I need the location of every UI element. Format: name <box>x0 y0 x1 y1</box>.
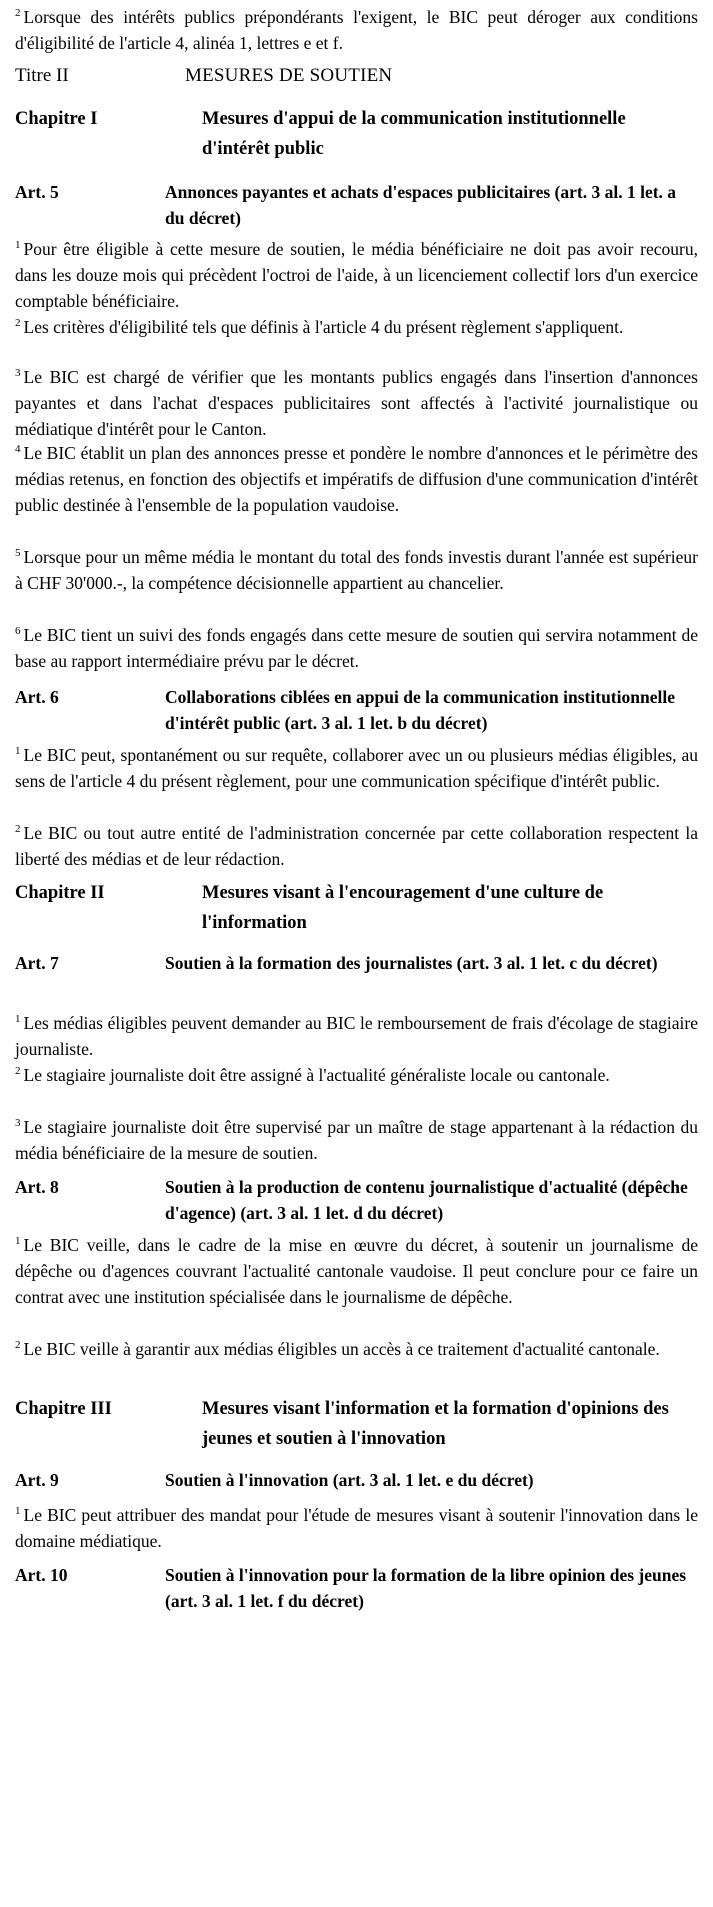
alinea-number: 1 <box>15 1505 21 1517</box>
alinea-number: 1 <box>15 1013 21 1025</box>
article-5-paragraph-2 <box>15 314 698 340</box>
alinea-number: 2 <box>15 7 21 19</box>
alinea-number: 1 <box>15 1235 21 1247</box>
alinea-number: 2 <box>15 1339 21 1351</box>
paragraph-text: Le BIC peut attribuer des mandat pour l'étude de mesures visant à soutenir l'innovation dans le domaine médiatique. <box>15 1505 698 1551</box>
article-title: Soutien à la formation des journalistes (art. 3 al. 1 let. c du décret) <box>165 953 658 973</box>
article-title: Soutien à la production de contenu journalistique d'actualité (dépêche d'agence) (art. 3 al. 1 let. d du décret) <box>165 1177 688 1223</box>
article-9-paragraph-1 <box>15 1502 698 1554</box>
article-6-heading <box>15 684 698 736</box>
titre-label: Titre II <box>15 65 69 86</box>
chapitre-label: Chapitre I <box>15 109 98 129</box>
paragraph-text: Le BIC est chargé de vérifier que les montants publics engagés dans l'insertion d'annonces payantes et dans l'achat d'espaces publicitaires sont affectés à l'activité journalistique ou médiatique d'intérêt pour le Canton. <box>15 367 698 439</box>
article-title: Annonces payantes et achats d'espaces publicitaires (art. 3 al. 1 let. a du décret) <box>165 182 677 228</box>
article-7-paragraph-3 <box>15 1114 698 1166</box>
paragraph-text: Les médias éligibles peuvent demander au BIC le remboursement de frais d'écolage de stagiaire journaliste. <box>15 1013 698 1059</box>
article-label: Art. 10 <box>15 1565 68 1585</box>
article-6-paragraph-2 <box>15 820 698 872</box>
chapitre-title: Mesures visant l'information et la formation d'opinions des jeunes et soutien à l'innovation <box>202 1399 669 1449</box>
paragraph-text: Pour être éligible à cette mesure de soutien, le média bénéficiaire ne doit pas avoir recouru, dans les douze mois qui précèdent l'octroi de l'aide, à un licenciement collectif lors d'un exercice comptable bénéficiaire. <box>15 239 698 311</box>
article-6-paragraph-1 <box>15 742 698 794</box>
article-8-paragraph-1 <box>15 1232 698 1310</box>
article-9-heading <box>15 1467 698 1493</box>
article-5-paragraph-1 <box>15 236 698 314</box>
alinea-number: 1 <box>15 239 21 251</box>
article-7-heading <box>15 950 698 976</box>
alinea-number: 3 <box>15 1117 21 1129</box>
chapitre-1-heading <box>15 104 698 164</box>
paragraph-text: Lorsque pour un même média le montant du total des fonds investis durant l'année est supérieur à CHF 30'000.-, la compétence décisionnelle appartient au chancelier. <box>15 547 698 593</box>
paragraph-text: Le BIC peut, spontanément ou sur requête, collaborer avec un ou plusieurs médias éligibles, au sens de l'article 4 du présent règlement, pour une communication spécifique d'intérêt public. <box>15 745 698 791</box>
chapitre-title: Mesures visant à l'encouragement d'une culture de l'information <box>202 883 604 933</box>
chapitre-2-heading <box>15 878 698 938</box>
alinea-number: 2 <box>15 1065 21 1077</box>
article-8-heading <box>15 1174 698 1226</box>
article-title: Soutien à l'innovation pour la formation de la libre opinion des jeunes (art. 3 al. 1 let. f du décret) <box>165 1565 687 1611</box>
paragraph-text: Le BIC établit un plan des annonces presse et pondère le nombre d'annonces et le périmètre des médias retenus, en fonction des objectifs et impératifs de diffusion d'une communication d'intérêt public destinée à l'ensemble de la population vaudoise. <box>15 443 698 515</box>
article-7-paragraph-2 <box>15 1062 698 1088</box>
article-5-paragraph-6 <box>15 622 698 674</box>
alinea-number: 4 <box>15 443 21 455</box>
chapitre-label: Chapitre III <box>15 1399 112 1419</box>
alinea-number: 2 <box>15 317 21 329</box>
chapitre-3-heading <box>15 1394 698 1454</box>
article-title: Collaborations ciblées en appui de la communication institutionnelle d'intérêt public (art. 3 al. 1 let. b du décret) <box>165 687 675 733</box>
article-5-paragraph-4 <box>15 440 698 518</box>
article-10-heading <box>15 1562 698 1614</box>
article-title: Soutien à l'innovation (art. 3 al. 1 let. e du décret) <box>165 1470 534 1490</box>
article-5-paragraph-3 <box>15 364 698 442</box>
article-label: Art. 6 <box>15 687 59 707</box>
article-label: Art. 5 <box>15 182 59 202</box>
alinea-number: 5 <box>15 547 21 559</box>
paragraph-text: Le BIC veille, dans le cadre de la mise en œuvre du décret, à soutenir un journalisme de dépêche ou d'agences couvrant l'actualité cantonale vaudoise. Il peut conclure pour ce faire un contrat avec une institution spécialisée dans le journalisme de dépêche. <box>15 1235 698 1307</box>
alinea-number: 2 <box>15 823 21 835</box>
article-5-paragraph-5 <box>15 544 698 596</box>
article-7-paragraph-1 <box>15 1010 698 1062</box>
chapitre-label: Chapitre II <box>15 883 105 903</box>
paragraph-text: Les critères d'éligibilité tels que définis à l'article 4 du présent règlement s'appliquent. <box>23 317 624 337</box>
alinea-number: 6 <box>15 625 21 637</box>
article-8-paragraph-2 <box>15 1336 698 1362</box>
chapitre-title: Mesures d'appui de la communication institutionnelle d'intérêt public <box>202 109 626 159</box>
paragraph-text: Le BIC tient un suivi des fonds engagés dans cette mesure de soutien qui servira notamment de base au rapport intermédiaire prévu par le décret. <box>15 625 698 671</box>
alinea-number: 3 <box>15 367 21 379</box>
article-label: Art. 8 <box>15 1177 59 1197</box>
article-label: Art. 7 <box>15 953 59 973</box>
paragraph-text: Le stagiaire journaliste doit être supervisé par un maître de stage appartenant à la rédaction du média bénéficiaire de la mesure de soutien. <box>15 1117 698 1163</box>
paragraph-text: Le stagiaire journaliste doit être assigné à l'actualité généraliste locale ou cantonale. <box>23 1065 610 1085</box>
alinea-number: 1 <box>15 745 21 757</box>
titre-text: MESURES DE SOUTIEN <box>185 65 393 86</box>
intro-paragraph <box>15 4 698 56</box>
article-5-heading <box>15 179 698 231</box>
paragraph-text: Lorsque des intérêts publics prépondérants l'exigent, le BIC peut déroger aux conditions d'éligibilité de l'article 4, alinéa 1, lettres e et f. <box>15 7 698 53</box>
paragraph-text: Le BIC ou tout autre entité de l'administration concernée par cette collaboration respectent la liberté des médias et de leur rédaction. <box>15 823 698 869</box>
titre-heading <box>15 62 698 90</box>
article-label: Art. 9 <box>15 1470 59 1490</box>
paragraph-text: Le BIC veille à garantir aux médias éligibles un accès à ce traitement d'actualité cantonale. <box>23 1339 660 1359</box>
